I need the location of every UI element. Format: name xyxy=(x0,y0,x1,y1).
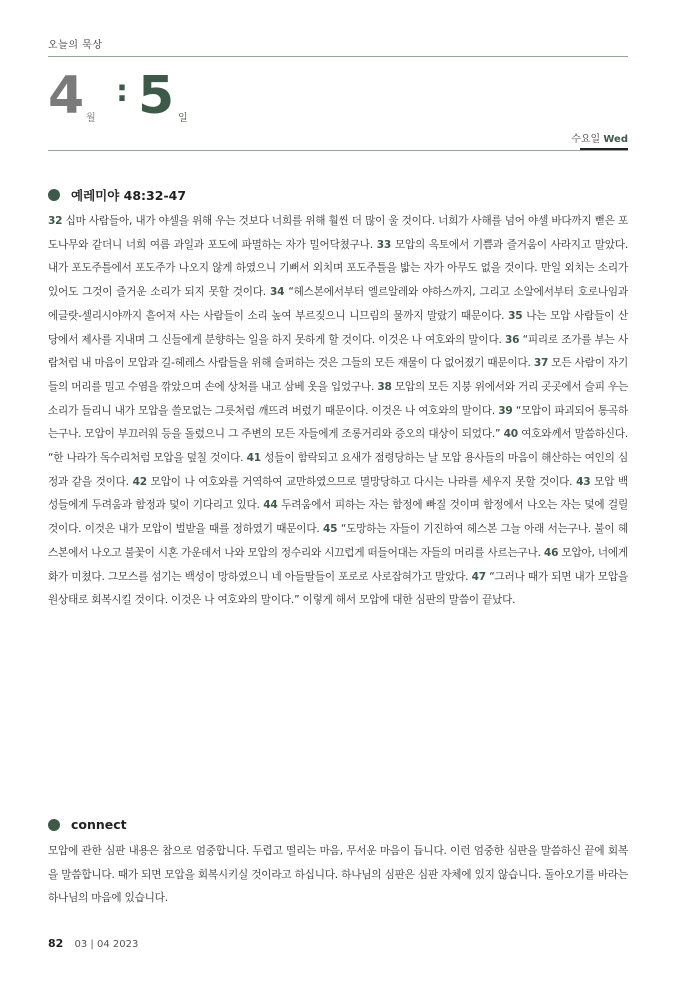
passage-title: 예레미야 48:32-47 xyxy=(71,188,187,203)
verse-text: 여호와께서 말씀하신다. “한 나라가 독수리처럼 모압을 덮칠 것이다. xyxy=(48,428,628,465)
page-number: 82 xyxy=(48,937,64,950)
verse-text: 두려움에서 피하는 자는 함정에 빠질 것이며 함정에서 나오는 자는 덫에 걸릴 것이다. 이것은 내가 모압이 벌받을 때를 정하였기 때문이다. xyxy=(48,499,628,536)
verse-text: 모압아, 너에게 화가 미쳤다. 그모스를 섬기는 백성이 망하였으니 네 아들딸들이 포로로 사로잡혀가고 말았다. xyxy=(48,546,628,583)
connect-heading xyxy=(48,817,127,832)
weekday xyxy=(571,130,628,145)
verse-number: 47 xyxy=(471,570,486,583)
weekday-kr: 수요일 xyxy=(571,134,601,145)
verse-text: “모압이 파괴되어 통곡하는구나. 모압이 부끄러워 등을 돌렸으니 그 주변의 모든 자들에게 조롱거리와 증오의 대상이 되었다.” xyxy=(48,404,628,441)
verse-number: 40 xyxy=(503,428,518,441)
verse-text: “헤스본에서부터 엘르알레와 야하스까지, 그리고 소알에서부터 호로나임과 에글랏-셀리시야까지 흩어져 사는 사람들이 소리 높여 부르짖으니 니므림의 물까지 말랐기 때문이다. xyxy=(48,286,628,322)
verse-text: 모압의 모든 지붕 위에서와 거리 곳곳에서 슬피 우는 소리가 들리니 내가 모압을 쓸모없는 그릇처럼 깨뜨려 버렸기 때문이다. 이것은 나 여호와의 말이다. xyxy=(48,380,628,417)
verse-number: 44 xyxy=(263,499,278,512)
verse-text: 모압의 옥토에서 기쁨과 즐거움이 사라지고 말았다. 내가 포도주틀에서 포도주가 나오지 않게 하였으니 기뻐서 외치며 포도주틀을 밟는 자가 아무도 없을 것이다. 만일 외치는 소리가 있어도 그것이 즐거운 소리가 되지 못할 것이다. xyxy=(48,238,628,299)
day-number: 5 xyxy=(138,66,175,126)
day-unit: 일 xyxy=(178,113,188,124)
verse-text: 성들이 함락되고 요새가 점령당하는 날 모압 용사들의 마음이 해산하는 여인의 심정과 같을 것이다. xyxy=(48,452,629,488)
verse-number: 43 xyxy=(576,475,591,488)
weekday-en: Wed xyxy=(603,134,628,145)
connect-title: connect xyxy=(71,817,127,832)
verse-number: 37 xyxy=(533,357,549,370)
verse-text: 모압이 나 여호와를 거역하여 교만하였으므로 멸망당하고 다시는 나라를 세우지 못할 것이다. xyxy=(150,475,577,488)
verse-text: “도망하는 자들이 기진하여 헤스본 그늘 아래 서는구나. 불이 헤스본에서 나오고 불꽃이 시혼 가운데서 나와 모압의 정수리와 시끄럽게 떠들어대는 자들의 머리를 사르는구나. xyxy=(48,523,628,559)
verse-number: 36 xyxy=(504,333,520,346)
bullet-dot-icon xyxy=(48,819,60,831)
month-number: 4 xyxy=(48,66,85,126)
verse-text: “피리로 조가를 부는 사람처럼 내 마음이 모압과 길-헤레스 사람들을 위해 슬퍼하는 것은 그들의 모든 재물이 다 없어졌기 때문이다. xyxy=(48,333,629,370)
bullet-dot-icon xyxy=(48,189,60,201)
verse-number: 41 xyxy=(246,452,261,465)
passage-heading xyxy=(48,186,186,204)
page-footer xyxy=(48,937,138,950)
verse-number: 38 xyxy=(377,380,392,393)
header-divider xyxy=(48,150,628,151)
section-label: 오늘의 묵상 xyxy=(48,40,103,51)
verse-text: 십마 사람들아, 내가 야셀을 위해 우는 것보다 너희를 위해 훨씬 더 많이 울 것이다. 너희가 사해를 넘어 야셀 바다까지 뻗은 포도나무와 같더니 너희 여름 과일과 포도에 파멸하는 자가 밀어닥쳤구나. xyxy=(48,215,629,251)
verse-number: 42 xyxy=(132,475,147,488)
verse-number: 32 xyxy=(48,215,63,227)
verse-text: 모든 사람이 자기들의 머리를 밀고 수염을 깎았으며 손에 상처를 내고 삼베 옷을 입었구나. xyxy=(48,357,628,393)
connect-text: 모압에 관한 심판 내용은 참으로 엄중합니다. 두렵고 떨리는 마음, 무서운 마음이 듭니다. 이런 엄중한 심판을 말씀하신 끝에 회복을 말씀합니다. 때가 되면 모압을 회복시키실 것이라고 하십니다. 하나님의 심판은 심판 자체에 있지 않습니다. 돌아오기를 바라는 하나님의 마음에 있습니다. xyxy=(48,845,628,905)
passage-text xyxy=(48,210,628,613)
verse-number: 39 xyxy=(498,404,513,417)
top-divider xyxy=(48,56,628,57)
verse-text: 모압 백성들에게 두려움과 함정과 덫이 기다리고 있다. xyxy=(48,475,628,512)
date-separator: : xyxy=(116,74,128,109)
verse-text: “그러나 때가 되면 내가 모압을 원상태로 회복시킬 것이다. 이것은 나 여호와의 말이다.” 이렇게 해서 모압에 대한 심판의 말씀이 끝났다. xyxy=(48,570,628,607)
verse-number: 33 xyxy=(376,238,392,251)
verse-text: 나는 모압 사람들이 산당에서 제사를 지내며 그 신들에게 분향하는 일을 하지 못하게 할 것이다. 이것은 나 여호와의 말이다. xyxy=(48,309,628,346)
verse-number: 35 xyxy=(508,309,523,322)
issue-date: 03 | 04 2023 xyxy=(74,939,139,950)
verse-number: 34 xyxy=(269,286,285,299)
month-unit: 월 xyxy=(86,113,96,124)
verse-number: 45 xyxy=(323,523,338,536)
verse-number: 46 xyxy=(543,546,559,559)
